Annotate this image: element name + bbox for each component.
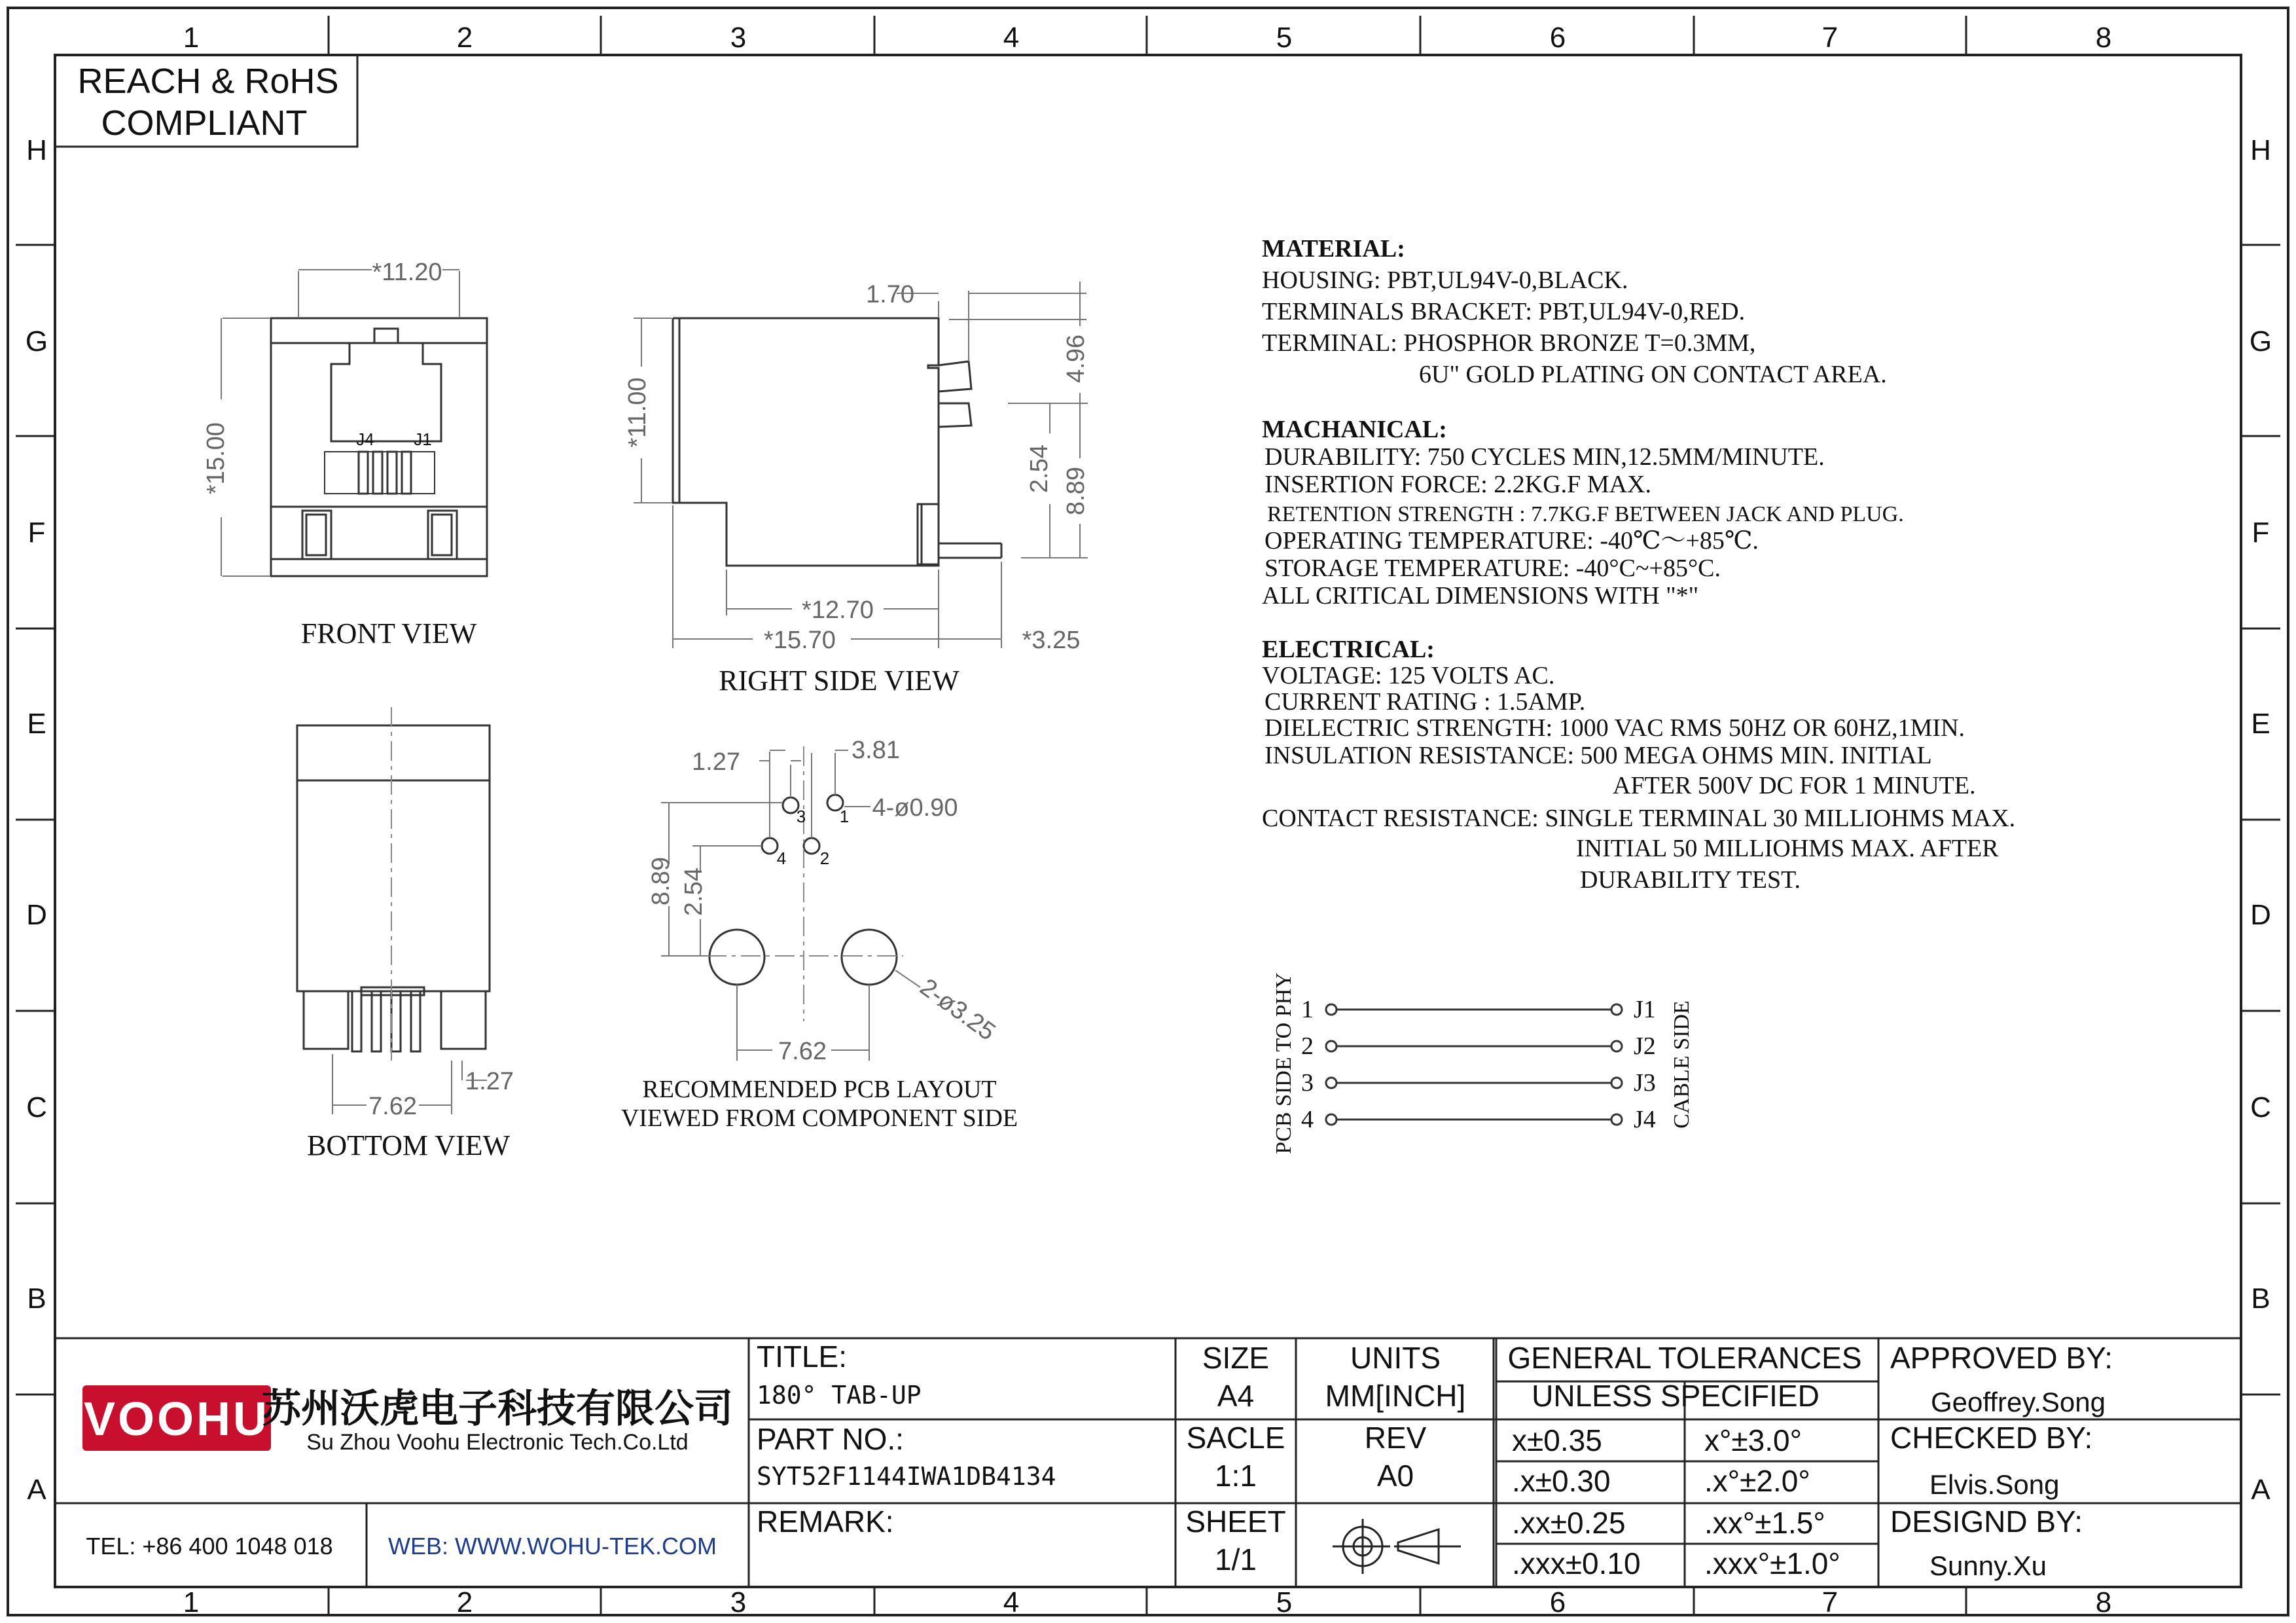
col-top-3: 3 <box>730 22 747 54</box>
col-top-2: 2 <box>456 22 473 54</box>
electrical-line: INSULATION RESISTANCE: 500 MEGA OHMS MIN. INITIAL <box>1265 742 1932 769</box>
rev-label: REV <box>1364 1421 1427 1455</box>
approved-name: Geoffrey.Song <box>1931 1387 2106 1417</box>
company-name-en: Su Zhou Voohu Electronic Tech.Co.Ltd <box>306 1430 689 1455</box>
wiring-right-pin: J4 <box>1634 1106 1656 1133</box>
logo-text: VOOHU <box>83 1393 270 1446</box>
wiring-left-label: PCB SIDE TO PHY <box>1272 972 1296 1154</box>
tolerance-angular: .xx°±1.5° <box>1704 1506 1825 1540</box>
material-line: TERMINAL: PHOSPHOR BRONZE T=0.3MM, <box>1262 329 1756 357</box>
row-left-A: A <box>27 1474 46 1506</box>
col-bot-5: 5 <box>1276 1586 1293 1618</box>
compliance-line2: COMPLIANT <box>101 103 308 143</box>
col-bot-4: 4 <box>1003 1586 1020 1618</box>
right-inner-len-dim: *12.70 <box>802 596 874 624</box>
wiring-right-pin: J1 <box>1634 996 1656 1023</box>
pcb-layout-labels <box>621 737 1018 1132</box>
row-left-D: D <box>26 899 47 931</box>
electrical-line: CURRENT RATING : 1.5AMP. <box>1265 688 1586 716</box>
electrical-line: CONTACT RESISTANCE: SINGLE TERMINAL 30 MILLIOHMS MAX. <box>1262 805 2016 832</box>
material-line: TERMINALS BRACKET: PBT,UL94V-0,RED. <box>1262 298 1746 325</box>
units-value: MM[INCH] <box>1325 1379 1466 1413</box>
bottom-view <box>297 707 490 1114</box>
row-right-A: A <box>2251 1474 2270 1506</box>
row-left-H: H <box>26 134 47 166</box>
bottom-view-label: BOTTOM VIEW <box>306 1129 511 1161</box>
sheet-value: 1/1 <box>1215 1542 1257 1577</box>
pcb-dim-889: 8.89 <box>647 857 675 905</box>
compliance-line1: REACH & RoHS <box>77 62 339 101</box>
pcb-hole-big: 2-ø3.25 <box>914 973 1001 1046</box>
sheet-label: SHEET <box>1185 1504 1286 1539</box>
row-right-B: B <box>2251 1283 2270 1315</box>
title-value: 180° TAB-UP <box>757 1381 922 1410</box>
row-right-H: H <box>2250 134 2271 166</box>
row-left-E: E <box>27 708 46 740</box>
front-pin-j1: J1 <box>414 429 432 449</box>
bottom-span-dim: 7.62 <box>368 1093 417 1120</box>
pcb-pin-2: 2 <box>819 848 830 868</box>
row-left-C: C <box>26 1091 47 1123</box>
pcb-hole-small: 4-ø0.90 <box>872 794 958 822</box>
col-top-8: 8 <box>2095 22 2112 54</box>
tolerance-linear: .x±0.30 <box>1512 1464 1611 1498</box>
material-line: HOUSING: PBT,UL94V-0,BLACK. <box>1262 266 1628 294</box>
electrical-line: INITIAL 50 MILLIOHMS MAX. AFTER <box>1576 835 1999 862</box>
right-height-dim: *11.00 <box>624 377 651 448</box>
pcb-pin-1: 1 <box>839 807 850 826</box>
row-left-B: B <box>27 1283 46 1315</box>
pcb-dim-254: 2.54 <box>680 867 708 916</box>
mechanical-line: RETENTION STRENGTH : 7.7KG.F BETWEEN JACK AND PLUG. <box>1267 502 1904 526</box>
scale-value: 1:1 <box>1215 1459 1257 1493</box>
specs <box>1262 235 2015 894</box>
row-right-F: F <box>2251 517 2270 549</box>
size-label: SIZE <box>1202 1341 1270 1375</box>
row-left-G: G <box>25 325 48 357</box>
compliance-box <box>55 55 357 147</box>
col-bot-7: 7 <box>1821 1586 1839 1618</box>
tolerance-linear: .xxx±0.10 <box>1512 1546 1641 1580</box>
col-top-6: 6 <box>1549 22 1566 54</box>
wiring-left-pin: 4 <box>1301 1106 1314 1133</box>
mechanical-heading: MACHANICAL: <box>1262 416 1447 443</box>
wiring-left-pin: 1 <box>1301 996 1314 1023</box>
right-pitch-dim: 2.54 <box>1026 445 1053 493</box>
pcb-pin-4: 4 <box>776 848 787 868</box>
wiring-right-pin: J2 <box>1634 1032 1656 1060</box>
checked-name: Elvis.Song <box>1929 1469 2060 1500</box>
front-width-dim: *11.20 <box>372 259 442 286</box>
title-block-grid <box>55 1338 2241 1587</box>
designed-label: DESIGND BY: <box>1890 1504 2083 1539</box>
pcb-pin-3: 3 <box>796 807 806 826</box>
designed-name: Sunny.Xu <box>1929 1550 2047 1581</box>
col-top-1: 1 <box>183 22 200 54</box>
pcb-dim-762: 7.62 <box>778 1038 827 1065</box>
col-bot-3: 3 <box>730 1586 747 1618</box>
electrical-line: DURABILITY TEST. <box>1580 866 1801 894</box>
right-total-len-dim: *15.70 <box>764 627 836 654</box>
projection-symbol-icon <box>1333 1519 1461 1574</box>
right-side-view-labels <box>624 281 1090 697</box>
row-right-C: C <box>2250 1091 2271 1123</box>
title-label: TITLE: <box>757 1340 848 1374</box>
row-left-F: F <box>27 517 46 549</box>
remark-label: REMARK: <box>757 1504 894 1539</box>
wiring-labels <box>1272 972 1694 1154</box>
pcb-label-1: RECOMMENDED PCB LAYOUT <box>642 1076 997 1103</box>
col-top-5: 5 <box>1276 22 1293 54</box>
wiring-left-pin: 3 <box>1301 1069 1314 1097</box>
electrical-line: AFTER 500V DC FOR 1 MINUTE. <box>1613 772 1976 799</box>
rev-value: A0 <box>1376 1459 1414 1493</box>
tolerance-angular: x°±3.0° <box>1704 1423 1802 1457</box>
pcb-dim-381: 3.81 <box>852 737 900 764</box>
mechanical-line: INSERTION FORCE: 2.2KG.F MAX. <box>1265 471 1651 498</box>
electrical-line: DIELECTRIC STRENGTH: 1000 VAC RMS 50HZ OR 60HZ,1MIN. <box>1265 714 1965 742</box>
wiring-left-pin: 2 <box>1301 1032 1314 1060</box>
material-line: 6U" GOLD PLATING ON CONTACT AREA. <box>1419 361 1887 388</box>
part-no-value: SYT52F1144IWA1DB4134 <box>757 1462 1056 1491</box>
pcb-label-2: VIEWED FROM COMPONENT SIDE <box>620 1104 1018 1132</box>
tolerance-angular: .x°±2.0° <box>1704 1464 1810 1498</box>
scale-label: SACLE <box>1186 1421 1285 1455</box>
units-label: UNITS <box>1350 1341 1441 1375</box>
right-tab-dim: 4.96 <box>1062 335 1090 383</box>
tolerance-angular: .xxx°±1.0° <box>1704 1546 1840 1580</box>
row-right-E: E <box>2251 708 2270 740</box>
tolerance-title-2: UNLESS SPECIFIED <box>1532 1379 1820 1413</box>
col-top-4: 4 <box>1003 22 1020 54</box>
right-top-dim: 1.70 <box>866 281 914 308</box>
material-heading: MATERIAL: <box>1262 235 1405 263</box>
bottom-pitch-dim: 1.27 <box>465 1068 514 1095</box>
bottom-view-labels <box>307 1068 514 1161</box>
mechanical-line: STORAGE TEMPERATURE: -40°C~+85°C. <box>1265 555 1721 582</box>
row-right-D: D <box>2250 899 2271 931</box>
col-top-7: 7 <box>1821 22 1839 54</box>
front-pin-j4: J4 <box>356 429 374 449</box>
tolerance-title-1: GENERAL TOLERANCES <box>1507 1341 1862 1375</box>
col-bot-1: 1 <box>183 1586 200 1618</box>
col-bot-2: 2 <box>456 1586 473 1618</box>
mechanical-line: ALL CRITICAL DIMENSIONS WITH "*" <box>1262 582 1699 610</box>
tolerance-linear: .xx±0.25 <box>1512 1506 1626 1540</box>
approved-label: APPROVED BY: <box>1890 1341 2113 1375</box>
wiring-diagram <box>1326 1004 1622 1125</box>
front-height-dim: *15.00 <box>202 422 230 494</box>
website-link[interactable]: WEB: WWW.WOHU-TEK.COM <box>388 1533 717 1559</box>
wiring-right-pin: J3 <box>1634 1069 1656 1097</box>
tolerance-linear: x±0.35 <box>1512 1423 1602 1457</box>
electrical-line: VOLTAGE: 125 VOLTS AC. <box>1262 662 1555 689</box>
right-lead-dim: *3.25 <box>1022 627 1081 654</box>
row-right-G: G <box>2249 325 2272 357</box>
col-bot-6: 6 <box>1549 1586 1566 1618</box>
size-value: A4 <box>1217 1379 1255 1413</box>
electrical-heading: ELECTRICAL: <box>1262 636 1435 663</box>
col-bot-8: 8 <box>2095 1586 2112 1618</box>
wiring-right-label: CABLE SIDE <box>1670 1000 1694 1129</box>
right-view-label: RIGHT SIDE VIEW <box>719 665 960 697</box>
front-view <box>221 270 487 576</box>
company-logo <box>82 1385 733 1455</box>
right-side-view <box>634 282 1088 648</box>
checked-label: CHECKED BY: <box>1890 1421 2093 1455</box>
right-offset-dim: 8.89 <box>1062 467 1090 515</box>
mechanical-line: DURABILITY: 750 CYCLES MIN,12.5MM/MINUTE. <box>1265 443 1825 471</box>
company-name-cn: 苏州沃虎电子科技有限公司 <box>262 1387 733 1431</box>
front-view-label: FRONT VIEW <box>300 617 477 649</box>
tel: TEL: +86 400 1048 018 <box>86 1533 333 1559</box>
mechanical-line: OPERATING TEMPERATURE: -40℃～+85℃. <box>1265 527 1759 555</box>
pcb-dim-127: 1.27 <box>692 748 740 776</box>
title-block-fields <box>757 1340 2113 1581</box>
part-no-label: PART NO.: <box>757 1422 904 1456</box>
